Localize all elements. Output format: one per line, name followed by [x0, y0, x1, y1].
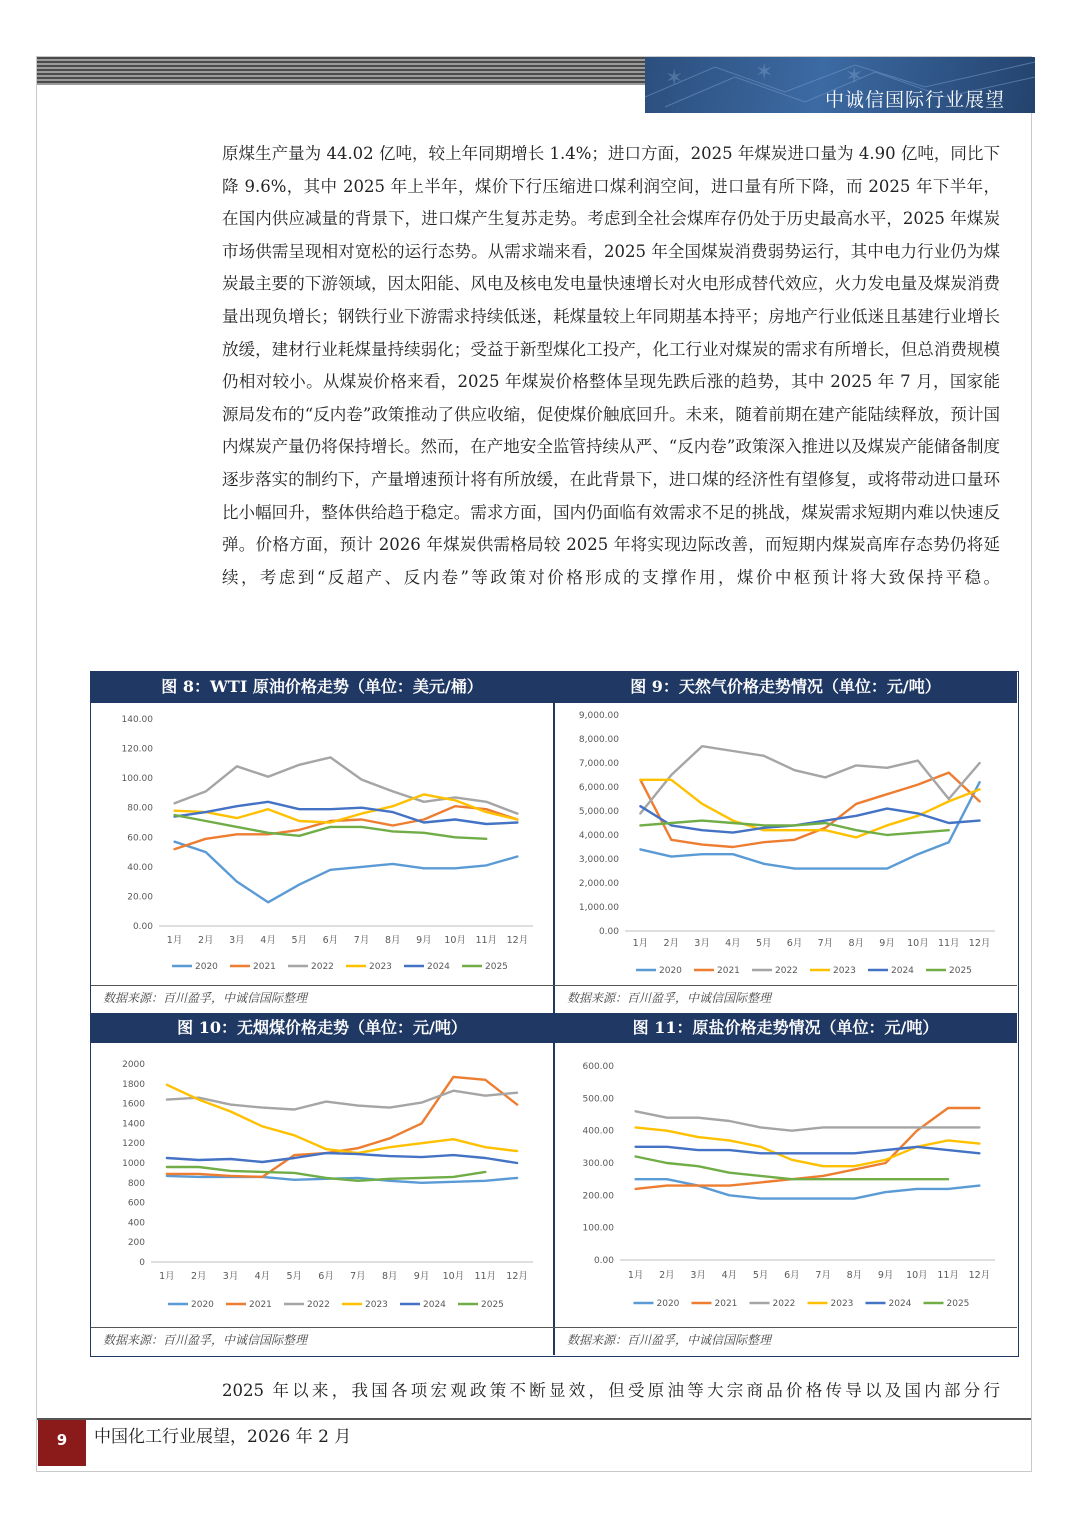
x-tick-label: 7月	[353, 935, 370, 946]
figure-11-chart	[555, 1044, 1017, 1327]
figure-10-body	[91, 1044, 553, 1327]
figure-11-source: 数据来源：百川盈孚，中诚信国际整理	[567, 1333, 772, 1347]
svg-text:✶: ✶	[665, 66, 684, 91]
y-tick-label: 0.00	[593, 1256, 614, 1266]
x-tick-label: 12月	[506, 1271, 528, 1282]
x-tick-label: 11月	[474, 1271, 497, 1282]
series-line-2024	[636, 1147, 980, 1154]
x-tick-label: 9月	[416, 935, 432, 946]
x-tick-label: 10月	[907, 938, 929, 949]
legend-label-2021: 2021	[249, 1300, 272, 1310]
x-tick-label: 4月	[260, 935, 276, 946]
y-tick-label: 100.00	[121, 774, 153, 785]
y-tick-label: 4,000.00	[578, 831, 619, 841]
x-tick-label: 11月	[475, 935, 498, 946]
series-line-2020	[175, 842, 518, 903]
y-tick-label: 20.00	[127, 892, 153, 903]
legend-label-2024: 2024	[891, 966, 914, 976]
legend-label-2023: 2023	[369, 962, 392, 972]
y-tick-label: 140.00	[121, 715, 153, 725]
y-tick-label: 500.00	[582, 1094, 614, 1105]
x-tick-label: 12月	[968, 1270, 991, 1281]
y-tick-label: 0.00	[132, 922, 153, 932]
figure-10-chart	[91, 1044, 553, 1327]
x-tick-label: 10月	[444, 935, 466, 946]
y-tick-label: 2000	[122, 1060, 145, 1070]
y-tick-label: 600.00	[582, 1062, 614, 1072]
x-tick-label: 2月	[197, 935, 214, 946]
x-tick-label: 10月	[906, 1270, 928, 1281]
figure-11-body	[555, 1044, 1017, 1327]
y-tick-label: 600	[127, 1198, 145, 1209]
legend-label-2023: 2023	[365, 1300, 388, 1310]
legend-label-2022: 2022	[311, 962, 334, 972]
y-tick-label: 6,000.00	[578, 783, 619, 793]
footer-rule	[37, 1418, 1031, 1420]
figure-table	[90, 671, 1019, 1357]
x-tick-label: 1月	[632, 938, 649, 949]
legend-label-2021: 2021	[714, 1299, 738, 1309]
legend-label-2020: 2020	[659, 966, 682, 976]
y-tick-label: 60.00	[127, 833, 153, 844]
y-tick-label: 0	[139, 1258, 145, 1268]
x-tick-label: 11月	[937, 1270, 959, 1281]
y-tick-label: 1400	[122, 1119, 145, 1130]
y-tick-label: 0.00	[598, 927, 619, 937]
figure-11-title: 图 11：原盐价格走势情况（单位：元/吨）	[554, 1013, 1017, 1043]
figure-10-source: 数据来源：百川盈孚，中诚信国际整理	[103, 1333, 308, 1347]
y-tick-label: 2,000.00	[578, 879, 619, 889]
y-tick-label: 80.00	[127, 803, 153, 814]
x-tick-label: 5月	[752, 1270, 769, 1281]
x-tick-label: 7月	[350, 1271, 366, 1282]
figure-9-chart	[555, 703, 1017, 985]
figure-8-body	[91, 703, 553, 985]
y-tick-label: 3,000.00	[578, 855, 619, 865]
x-tick-label: 4月	[254, 1271, 271, 1282]
y-tick-label: 7,000.00	[578, 759, 619, 769]
x-tick-label: 1月	[627, 1270, 644, 1281]
series-line-2022	[636, 1111, 980, 1130]
figure-8-source: 数据来源：百川盈孚，中诚信国际整理	[103, 991, 308, 1005]
y-tick-label: 9,000.00	[578, 711, 619, 721]
figure-9-source: 数据来源：百川盈孚，中诚信国际整理	[567, 991, 772, 1005]
legend-label-2024: 2024	[888, 1299, 912, 1309]
x-tick-label: 9月	[877, 1270, 894, 1281]
figure-8-chart	[91, 703, 553, 985]
x-tick-label: 1月	[166, 935, 183, 946]
figure-9-title: 图 9：天然气价格走势情况（单位：元/吨）	[554, 672, 1017, 702]
x-tick-label: 5月	[291, 935, 308, 946]
x-tick-label: 2月	[190, 1271, 207, 1282]
legend-label-2022: 2022	[772, 1299, 796, 1309]
legend-label-2025: 2025	[949, 966, 972, 976]
legend-label-2020: 2020	[191, 1300, 214, 1310]
y-tick-label: 5,000.00	[578, 807, 619, 817]
series-line-2020	[636, 1179, 980, 1198]
y-tick-label: 1,000.00	[578, 903, 619, 913]
series-line-2023	[167, 1085, 517, 1153]
figure-9-body	[555, 703, 1017, 985]
legend-label-2021: 2021	[717, 966, 740, 976]
x-tick-label: 12月	[506, 935, 529, 946]
header-stripe	[37, 57, 645, 85]
figure-10-title: 图 10：无烟煤价格走势（单位：元/吨）	[91, 1013, 553, 1043]
x-tick-label: 9月	[413, 1271, 430, 1282]
x-tick-label: 3月	[229, 935, 245, 946]
x-tick-label: 3月	[694, 938, 710, 949]
x-tick-label: 8月	[848, 938, 865, 949]
legend-label-2025: 2025	[481, 1300, 504, 1310]
legend-label-2024: 2024	[427, 962, 450, 972]
series-line-2024	[167, 1153, 517, 1163]
svg-text:✶: ✶	[755, 60, 774, 85]
x-tick-label: 10月	[442, 1271, 465, 1282]
legend-label-2022: 2022	[307, 1300, 330, 1310]
x-tick-label: 6月	[318, 1271, 334, 1282]
x-tick-label: 4月	[721, 1270, 738, 1281]
y-tick-label: 100.00	[582, 1223, 614, 1234]
body-paragraph-2: 2025 年以来，我国各项宏观政策不断显效，但受原油等大宗商品价格传导以及国内部分行	[222, 1381, 1000, 1400]
y-tick-label: 800	[127, 1178, 145, 1189]
x-tick-label: 2月	[663, 938, 680, 949]
x-tick-label: 3月	[690, 1270, 706, 1281]
y-tick-label: 1800	[122, 1079, 145, 1090]
legend-label-2024: 2024	[423, 1300, 446, 1310]
x-tick-label: 5月	[286, 1271, 303, 1282]
legend-label-2023: 2023	[830, 1299, 854, 1309]
x-tick-label: 1月	[159, 1271, 175, 1282]
x-tick-label: 5月	[755, 938, 772, 949]
x-tick-label: 4月	[725, 938, 741, 949]
x-tick-label: 6月	[322, 935, 339, 946]
x-tick-label: 7月	[815, 1270, 831, 1281]
footer-text: 中国化工行业展望，2026 年 2 月	[94, 1427, 352, 1447]
legend-label-2023: 2023	[833, 966, 856, 976]
page-number: 9	[38, 1420, 86, 1466]
body-paragraph-1: 原煤生产量为 44.02 亿吨，较上年同期增长 1.4%；进口方面，2025 年煤炭进口量为 4.90 亿吨，同比下降 9.6%，其中 2025 年上半年，煤价下行压缩进口煤利润空间，进口量有所下降，而 2025 年下半年，在国内供应减量的背景下，进口煤产生复苏走势。考虑到全社会煤库存仍处于历史最高水平，2025 年煤炭市场供需呈现相对宽松的运行态势。从需求端来看，2025 年全国煤炭消费弱势运行，其中电力行业仍为煤炭最主要的下游领域，因太阳能、风电及核电发电量快速增长对火电形成替代效应，火力发电量及煤炭消费量出现负增长；钢铁行业下游需求持续低迷，耗煤量较上年同期基本持平；房地产行业低迷且基建行业增长放缓，建材行业耗煤量持续弱化；受益于新型煤化工投产，化工行业对煤炭的需求有所增长，但总消费规模仍相对较小。从煤炭价格来看，2025 年煤炭价格整体呈现先跌后涨的趋势，其中 2025 年 7 月，国家能源局发布的“反内卷”政策推动了供应收缩，促使煤价触底回升。未来，随着前期在建产能陆续释放，预计国内煤炭产量仍将保持增长。然而，在产地安全监管持续从严、“反内卷”政策深入推进以及煤炭产能储备制度逐步落实的制约下，产量增速预计将有所放缓，在此背景下，进口煤的经济性有望修复，或将带动进口量环比小幅回升，整体供给趋于稳定。需求方面，国内仍面临有效需求不足的挑战，煤炭需求短期内难以快速反弹。价格方面，预计 2026 年煤炭供需格局较 2025 年将实现边际改善，而短期内煤炭高库存态势仍将延续，考虑到“反超产、反内卷”等政策对价格形成的支撑作用，煤价中枢预计将大致保持平稳。	[222, 144, 1000, 587]
x-tick-label: 2月	[659, 1270, 675, 1281]
y-tick-label: 40.00	[127, 862, 153, 873]
x-tick-label: 9月	[879, 938, 895, 949]
x-tick-label: 7月	[817, 938, 834, 949]
y-tick-label: 200.00	[582, 1191, 614, 1202]
y-tick-label: 120.00	[121, 744, 153, 755]
y-tick-label: 1000	[122, 1159, 145, 1169]
y-tick-label: 200	[127, 1238, 145, 1249]
y-tick-label: 300.00	[582, 1159, 614, 1169]
x-tick-label: 3月	[222, 1271, 239, 1282]
header-title: 中诚信国际行业展望	[824, 89, 1005, 111]
y-tick-label: 1600	[122, 1099, 145, 1110]
legend-label-2021: 2021	[253, 962, 276, 972]
legend-label-2020: 2020	[656, 1299, 680, 1309]
x-tick-label: 8月	[846, 1270, 863, 1281]
legend-label-2025: 2025	[485, 962, 508, 972]
series-line-2025	[175, 815, 487, 839]
legend-label-2020: 2020	[195, 962, 218, 972]
x-tick-label: 8月	[384, 935, 401, 946]
x-tick-label: 12月	[968, 938, 991, 949]
header-banner	[645, 57, 1035, 113]
x-tick-label: 8月	[381, 1271, 398, 1282]
x-tick-label: 6月	[786, 938, 803, 949]
y-tick-label: 400.00	[582, 1126, 614, 1137]
legend-label-2022: 2022	[775, 966, 798, 976]
legend-label-2025: 2025	[946, 1299, 970, 1309]
x-tick-label: 11月	[937, 938, 960, 949]
y-tick-label: 400	[127, 1218, 145, 1229]
y-tick-label: 1200	[122, 1139, 145, 1150]
y-tick-label: 8,000.00	[578, 735, 619, 745]
svg-text:✶: ✶	[845, 64, 864, 89]
x-tick-label: 6月	[784, 1270, 800, 1281]
figure-8-title: 图 8：WTI 原油价格走势（单位：美元/桶）	[91, 672, 553, 702]
